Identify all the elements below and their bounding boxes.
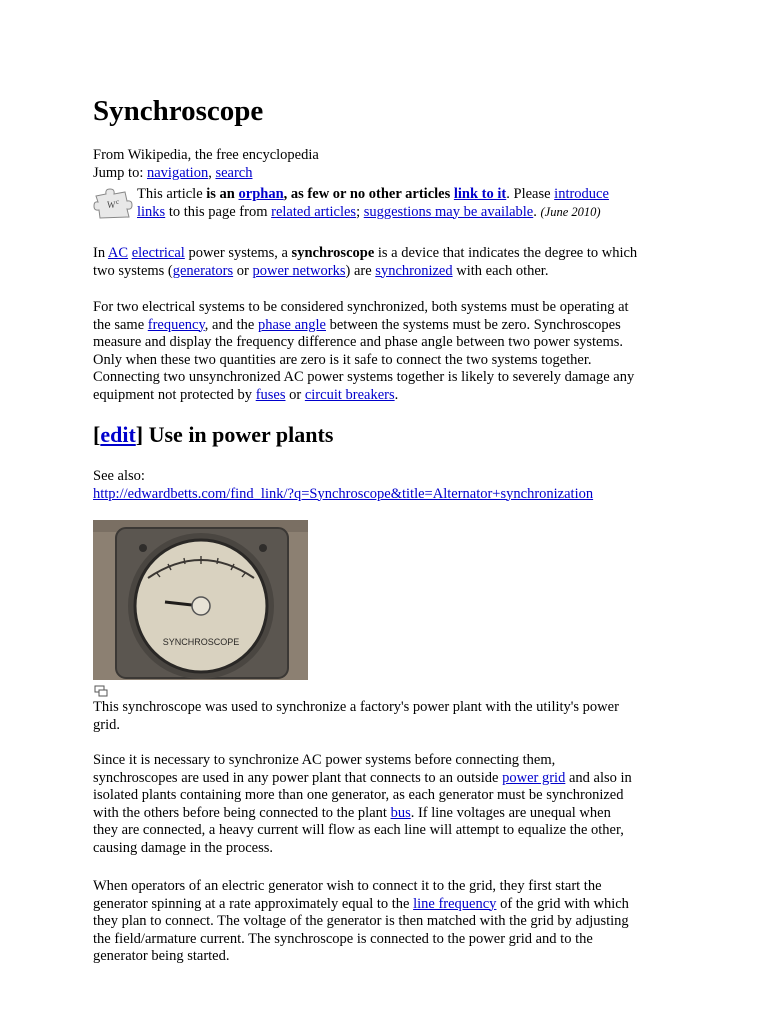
notice-separator: ;: [356, 203, 361, 220]
paragraph-3: [93, 752, 693, 858]
links-link[interactable]: links: [137, 203, 166, 220]
text-line: the field/armature current. The synchroscope is connected to the power grid and to the: [93, 930, 593, 947]
text: In: [93, 245, 106, 261]
synchronized-link[interactable]: synchronized: [375, 262, 453, 279]
link-to-it-link[interactable]: link to it: [453, 186, 507, 202]
page-title: Synchroscope: [93, 95, 264, 127]
text: with each other.: [456, 262, 549, 279]
text-line: Since it is necessary to synchronize AC power systems before connecting them,: [93, 752, 556, 768]
intro-line-1: [93, 245, 693, 263]
text-line: [93, 805, 693, 823]
introduce-link[interactable]: introduce: [554, 186, 609, 202]
intro-line-2: [93, 263, 693, 281]
puzzle-piece-icon: [92, 186, 134, 220]
edit-link[interactable]: edit: [100, 422, 136, 447]
text-line: [93, 896, 693, 914]
suggestions-link[interactable]: suggestions may be available: [363, 203, 534, 220]
bracket: ]: [135, 422, 144, 447]
notice-bold-text: , as few or no other articles: [283, 186, 451, 202]
text: or: [236, 262, 249, 279]
term-bold: synchroscope: [291, 245, 375, 261]
section-title: Use in power plants: [148, 422, 334, 447]
text-line: Only when these two quantities are zero is it safe to connect the two systems together.: [93, 351, 592, 368]
notice-text: to this page from: [168, 203, 268, 220]
svg-text:c: c: [116, 198, 120, 206]
text: with the others before being connected to the plant: [93, 804, 387, 821]
text: synchroscopes are used in any power plant that connects to an outside: [93, 769, 499, 786]
see-also-label: See also:: [93, 468, 145, 484]
tagline: From Wikipedia, the free encyclopedia: [93, 147, 319, 163]
jump-separator: ,: [208, 164, 212, 181]
caption-line: grid.: [93, 716, 120, 733]
paragraph-2: [93, 299, 693, 405]
notice-date: (June 2010): [540, 204, 601, 219]
synchroscope-image: [93, 520, 308, 680]
text: of the grid with which: [500, 895, 629, 912]
section-heading: [93, 420, 333, 450]
text-line: measure and display the frequency difference and phase angle between two power systems.: [93, 334, 623, 351]
text: and also in: [568, 769, 632, 786]
text: between the systems must be zero. Synchroscopes: [329, 316, 621, 333]
text-line: When operators of an electric generator wish to connect it to the grid, they first start the: [93, 878, 602, 894]
bracket: [: [93, 422, 101, 447]
text: two systems (: [93, 262, 173, 279]
svg-text:W: W: [107, 200, 116, 210]
related-articles-link[interactable]: related articles: [271, 203, 357, 220]
text-line: For two electrical systems to be considered synchronized, both systems must be operating at: [93, 299, 629, 315]
article-header: [93, 147, 693, 182]
text-line: Connecting two unsynchronized AC power systems together is likely to severely damage any: [93, 369, 635, 386]
text-line: generator being started.: [93, 948, 230, 965]
notice-line-1: [137, 186, 697, 204]
paragraph-4: [93, 878, 693, 966]
jump-to-line: [93, 165, 693, 183]
power-networks-link[interactable]: power networks: [252, 262, 346, 279]
text: . If line voltages are unequal when: [410, 804, 611, 821]
notice-period: .: [533, 203, 537, 220]
text: generator spinning at a rate approximately equal to the: [93, 895, 410, 912]
text-line: [93, 317, 693, 335]
text: .: [394, 386, 399, 403]
text: , and the: [204, 316, 255, 333]
text: is a device that indicates the degree to which: [377, 245, 638, 261]
synchroscope-photo[interactable]: [93, 520, 308, 680]
text-line: isolated plants containing more than one generator, as each generator must be synchronized: [93, 787, 624, 804]
phase-angle-link[interactable]: phase angle: [257, 316, 326, 333]
line-frequency-link[interactable]: line frequency: [413, 895, 497, 912]
text: the same: [93, 316, 145, 333]
text: equipment not protected by: [93, 386, 253, 403]
electrical-link[interactable]: electrical: [131, 245, 185, 261]
caption-line: This synchroscope was used to synchronize a factory's power plant with the utility's power: [93, 699, 619, 715]
power-grid-link[interactable]: power grid: [502, 769, 566, 786]
orphan-notice: [137, 186, 697, 221]
jump-to-label: Jump to:: [93, 164, 144, 181]
notice-line-2: [137, 204, 697, 222]
dial-label: SYNCHROSCOPE: [162, 637, 240, 647]
enlarge-icon[interactable]: [94, 685, 108, 697]
notice-text: . Please: [506, 186, 551, 202]
text-line: they plan to connect. The voltage of the generator is then matched with the grid by adjusting: [93, 913, 629, 930]
frequency-link[interactable]: frequency: [147, 316, 205, 333]
text-line: causing damage in the process.: [93, 839, 273, 856]
text-line: [93, 387, 693, 405]
ac-link[interactable]: AC: [107, 245, 129, 261]
text-line: [93, 770, 693, 788]
generators-link[interactable]: generators: [172, 262, 234, 279]
navigation-link[interactable]: navigation: [146, 164, 209, 181]
text-line: they are connected, a heavy current will flow as each line will attempt to equalize the other,: [93, 822, 624, 839]
see-also-link[interactable]: http://edwardbetts.com/find_link/?q=Synchroscope&title=Alternator+synchronization: [93, 485, 594, 502]
text: or: [289, 386, 302, 403]
bus-link[interactable]: bus: [390, 804, 411, 821]
notice-text: This article: [137, 186, 203, 202]
notice-bold-text: is an: [206, 186, 235, 202]
figure-caption: [93, 699, 693, 734]
fuses-link[interactable]: fuses: [255, 386, 286, 403]
intro-paragraph: [93, 245, 693, 280]
see-also: [93, 468, 693, 503]
circuit-breakers-link[interactable]: circuit breakers: [304, 386, 395, 403]
search-link[interactable]: search: [215, 164, 253, 181]
text: power systems, a: [188, 245, 288, 261]
text: ) are: [345, 262, 372, 279]
orphan-link[interactable]: orphan: [238, 186, 284, 202]
